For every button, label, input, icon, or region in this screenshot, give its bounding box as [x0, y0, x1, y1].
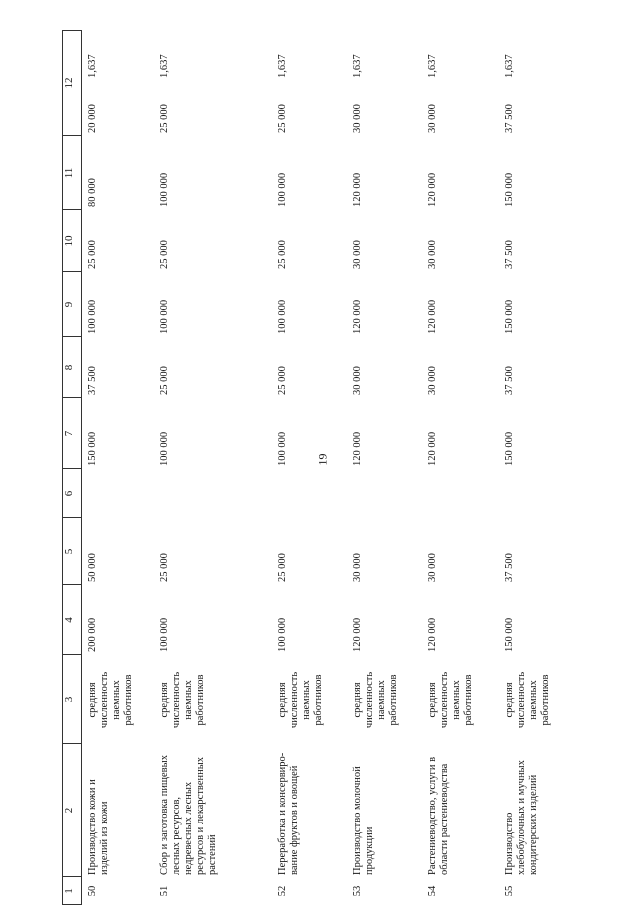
column-divider: [62, 654, 81, 655]
value-col11: 20 000: [87, 104, 98, 133]
value-col5: 37 500: [504, 553, 515, 582]
header-cell: 4: [63, 617, 75, 623]
value-col10: 150 000: [504, 172, 515, 207]
header-cell: 2: [63, 807, 75, 814]
table-row: [424, 30, 501, 905]
indicator: средняя численность наемных работников: [504, 671, 551, 729]
value-col5: 25 000: [159, 553, 170, 582]
row-number: 53: [352, 885, 363, 897]
value-col6: 100 000: [277, 431, 288, 466]
value-col10: 80 000: [87, 178, 98, 207]
column-divider: [62, 271, 81, 272]
value-col8: 120 000: [352, 299, 363, 334]
value-col8: 100 000: [159, 299, 170, 334]
value-col9: 37 500: [504, 240, 515, 269]
column-divider: [62, 876, 81, 877]
header-cell: 6: [63, 490, 75, 497]
value-col8: 100 000: [277, 299, 288, 334]
value-col4: 150 000: [504, 617, 515, 652]
value-col9: 30 000: [352, 240, 363, 269]
value-col7: 25 000: [277, 366, 288, 395]
value-col12: 1,637: [87, 54, 98, 78]
row-number: 51: [159, 885, 170, 897]
header-row: [62, 30, 81, 905]
header-bottom-rule: [81, 30, 82, 905]
value-col9: 30 000: [427, 240, 438, 269]
activity-name: Производство хлебобулочных и мучных кондитерских изделий: [504, 760, 539, 875]
value-col10: 120 000: [427, 172, 438, 207]
value-col9: 25 000: [159, 240, 170, 269]
page-number: 19: [315, 453, 330, 466]
header-cell: 5: [63, 548, 75, 555]
value-col8: 150 000: [504, 299, 515, 334]
value-col5: 30 000: [352, 553, 363, 582]
activity-name: Переработка и консервиро-вание фруктов и овощей: [277, 752, 300, 875]
column-divider: [62, 743, 81, 744]
row-number: 55: [504, 885, 515, 897]
value-col11: 30 000: [352, 104, 363, 133]
value-col7: 37 500: [87, 366, 98, 395]
table-row: [274, 30, 349, 905]
value-col12: 1,637: [159, 54, 170, 78]
value-col4: 120 000: [427, 617, 438, 652]
row-number: 50: [87, 885, 98, 897]
value-col6: 150 000: [504, 431, 515, 466]
header-cell: 7: [63, 430, 75, 437]
row-number: 52: [277, 885, 288, 897]
value-col10: 100 000: [159, 172, 170, 207]
value-col5: 30 000: [427, 553, 438, 582]
column-divider: [62, 336, 81, 337]
header-cell: 12: [63, 77, 75, 89]
value-col6: 100 000: [159, 431, 170, 466]
value-col12: 1,637: [352, 54, 363, 78]
column-divider: [62, 397, 81, 398]
data-table: [62, 30, 629, 905]
value-col8: 100 000: [87, 299, 98, 334]
table-row: [501, 30, 611, 905]
value-col11: 25 000: [277, 104, 288, 133]
value-col11: 37 500: [504, 104, 515, 133]
header-cell: 11: [63, 167, 75, 179]
table-row: [84, 30, 156, 905]
value-col4: 200 000: [87, 617, 98, 652]
activity-name: Производство молочной продукции: [352, 766, 375, 875]
value-col11: 25 000: [159, 104, 170, 133]
value-col7: 25 000: [159, 366, 170, 395]
table-row: [156, 30, 274, 905]
value-col10: 100 000: [277, 172, 288, 207]
value-col7: 30 000: [352, 366, 363, 395]
row-number: 54: [427, 885, 438, 897]
header-top-rule: [62, 30, 63, 905]
indicator: средняя численность наемных работников: [427, 671, 474, 729]
header-cell: 1: [63, 888, 75, 894]
indicator: средняя численность наемных работников: [277, 671, 324, 729]
value-col7: 37 500: [504, 366, 515, 395]
value-col10: 120 000: [352, 172, 363, 207]
value-col4: 120 000: [352, 617, 363, 652]
value-col7: 30 000: [427, 366, 438, 395]
activity-name: Растениеводство, услуги в области растениеводства: [427, 756, 450, 875]
value-col12: 1,637: [427, 54, 438, 78]
header-cell: 3: [63, 696, 75, 703]
indicator: средняя численность наемных работников: [159, 671, 206, 729]
value-col11: 30 000: [427, 104, 438, 133]
value-col6: 120 000: [352, 431, 363, 466]
value-col8: 120 000: [427, 299, 438, 334]
header-cell: 9: [63, 301, 75, 308]
column-divider: [62, 135, 81, 136]
value-col9: 25 000: [277, 240, 288, 269]
header-cell: 8: [63, 364, 75, 371]
value-col4: 100 000: [159, 617, 170, 652]
activity-name: Производство кожи и изделий из кожи: [87, 779, 110, 875]
header-cell: 10: [63, 235, 75, 247]
indicator: средняя численность наемных работников: [352, 671, 399, 729]
value-col5: 50 000: [87, 553, 98, 582]
value-col12: 1,637: [504, 54, 515, 78]
value-col6: 120 000: [427, 431, 438, 466]
value-col4: 100 000: [277, 617, 288, 652]
value-col5: 25 000: [277, 553, 288, 582]
column-divider: [62, 517, 81, 518]
activity-name: Сбор и заготовка пищевых лесных ресурсов, недревесных лесных ресурсов и лекарственных растений: [159, 755, 218, 875]
value-col6: 150 000: [87, 431, 98, 466]
column-divider: [62, 584, 81, 585]
value-col12: 1,637: [277, 54, 288, 78]
column-divider: [62, 209, 81, 210]
value-col9: 25 000: [87, 240, 98, 269]
column-divider: [62, 468, 81, 469]
table-row: [349, 30, 424, 905]
indicator: средняя численность наемных работников: [87, 671, 134, 729]
column-divider: [62, 30, 81, 31]
